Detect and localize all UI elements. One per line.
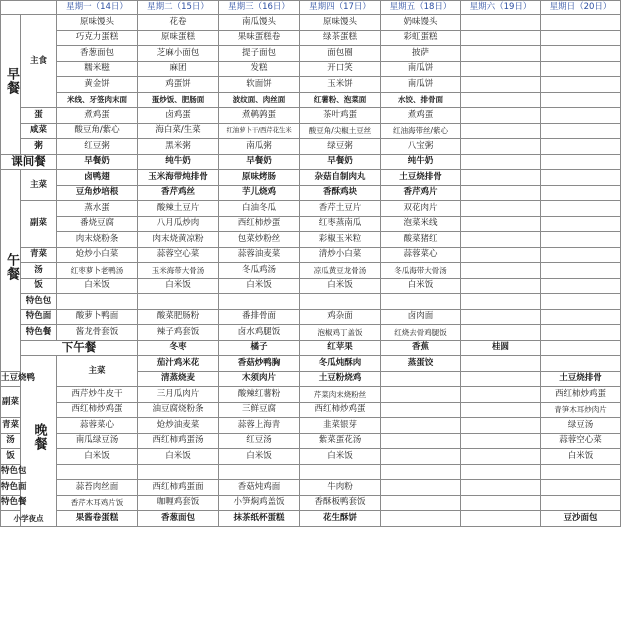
menu-cell bbox=[541, 108, 621, 124]
table-row bbox=[1, 480, 621, 496]
menu-cell: 黑米粥 bbox=[138, 139, 219, 155]
menu-cell bbox=[461, 263, 541, 279]
menu-cell: 豆沙面包 bbox=[541, 511, 621, 527]
menu-cell bbox=[461, 278, 541, 294]
menu-cell: 香芹土豆片 bbox=[300, 201, 381, 217]
menu-cell: 红薯粉、泡菜面 bbox=[300, 92, 381, 108]
menu-cell: 香芹鸡片 bbox=[381, 185, 461, 201]
menu-cell bbox=[541, 92, 621, 108]
menu-cell: 彩虹蛋糕 bbox=[381, 30, 461, 46]
menu-cell: 水饺、排骨面 bbox=[381, 92, 461, 108]
menu-cell bbox=[541, 154, 621, 170]
category-label: 特色面 bbox=[1, 480, 21, 496]
menu-cell: 黄金饼 bbox=[57, 77, 138, 93]
menu-cell bbox=[138, 464, 219, 480]
menu-cell bbox=[461, 449, 541, 465]
table-row bbox=[1, 15, 621, 31]
menu-cell: 芋儿烧鸡 bbox=[219, 185, 300, 201]
menu-cell bbox=[381, 511, 461, 527]
menu-cell bbox=[461, 356, 541, 372]
menu-cell bbox=[381, 371, 461, 387]
menu-cell: 卤鸡蛋 bbox=[138, 108, 219, 124]
menu-cell bbox=[381, 495, 461, 511]
menu-cell: 煮鹌鹑蛋 bbox=[219, 108, 300, 124]
menu-cell bbox=[381, 480, 461, 496]
menu-cell: 蒜蓉菜心 bbox=[381, 247, 461, 263]
table-row bbox=[1, 185, 621, 201]
category-label: 特色餐 bbox=[1, 495, 21, 511]
menu-cell: 冬枣 bbox=[138, 340, 219, 356]
menu-cell bbox=[381, 418, 461, 434]
menu-cell: 南瓜饼 bbox=[381, 77, 461, 93]
table-row bbox=[1, 46, 621, 62]
menu-cell: 杂菇自制肉丸 bbox=[300, 170, 381, 186]
menu-cell: 鸡蛋饼 bbox=[138, 77, 219, 93]
menu-cell: 番烧豆腐 bbox=[57, 216, 138, 232]
menu-cell: 西红柿炒蛋 bbox=[219, 216, 300, 232]
menu-cell: 泡椒鸡丁盖饭 bbox=[300, 325, 381, 341]
table-row bbox=[1, 216, 621, 232]
menu-cell: 酸萝卜鸭面 bbox=[57, 309, 138, 325]
menu-cell: 蒸蛋饺 bbox=[381, 356, 461, 372]
menu-cell: 西红柿鸡蛋汤 bbox=[138, 433, 219, 449]
header-row bbox=[1, 1, 621, 15]
table-row bbox=[1, 108, 621, 124]
menu-cell bbox=[461, 201, 541, 217]
menu-cell: 酸豆角/紫心 bbox=[57, 123, 138, 139]
menu-cell: 原味蛋糕 bbox=[138, 30, 219, 46]
menu-cell: 包菜炒粉丝 bbox=[219, 232, 300, 248]
menu-cell: 早餐奶 bbox=[219, 154, 300, 170]
category-label: 特色面 bbox=[21, 309, 57, 325]
menu-cell: 土豆烧排骨 bbox=[381, 170, 461, 186]
menu-cell: 酸豆角/尖椒土豆丝 bbox=[300, 123, 381, 139]
menu-cell: 早餐奶 bbox=[57, 154, 138, 170]
menu-cell: 土豆粉烧鸡 bbox=[300, 371, 381, 387]
menu-cell: 白米饭 bbox=[138, 449, 219, 465]
menu-cell: 波纹面、肉丝面 bbox=[219, 92, 300, 108]
menu-cell bbox=[461, 418, 541, 434]
table-row bbox=[1, 61, 621, 77]
menu-cell: 三鲜豆腐 bbox=[219, 402, 300, 418]
menu-cell bbox=[461, 15, 541, 31]
table-row bbox=[1, 402, 621, 418]
table-row bbox=[1, 511, 621, 527]
menu-cell: 果味蛋糕卷 bbox=[219, 30, 300, 46]
category-label: 咸菜 bbox=[21, 123, 57, 139]
menu-cell bbox=[57, 294, 138, 310]
meal-label-text: 早餐 bbox=[4, 66, 19, 95]
menu-cell: 西红柿炒鸡蛋 bbox=[57, 402, 138, 418]
menu-cell: 白米饭 bbox=[219, 449, 300, 465]
category-label: 副菜 bbox=[1, 387, 21, 418]
menu-cell: 三月瓜肉片 bbox=[138, 387, 219, 403]
category-label: 青菜 bbox=[1, 418, 21, 434]
menu-cell: 咖喱鸡套饭 bbox=[138, 495, 219, 511]
menu-cell bbox=[381, 294, 461, 310]
menu-cell: 芹菜肉末烧粉丝 bbox=[300, 387, 381, 403]
table-row bbox=[1, 495, 621, 511]
menu-cell: 香酥鸡块 bbox=[300, 185, 381, 201]
menu-cell: 香菇炒鸭胸 bbox=[219, 356, 300, 372]
menu-cell: 果酱卷蛋糕 bbox=[57, 511, 138, 527]
menu-cell: 南瓜粥 bbox=[219, 139, 300, 155]
table-row bbox=[1, 77, 621, 93]
menu-cell: 红枣蒸南瓜 bbox=[300, 216, 381, 232]
menu-cell: 红枣萝卜老鸭汤 bbox=[57, 263, 138, 279]
category-label: 蛋 bbox=[21, 108, 57, 124]
table-row bbox=[1, 154, 621, 170]
menu-cell bbox=[461, 30, 541, 46]
menu-cell: 白米饭 bbox=[219, 278, 300, 294]
menu-cell: 土豆烧鸭 bbox=[1, 371, 21, 387]
menu-cell: 原味馒头 bbox=[300, 15, 381, 31]
menu-cell bbox=[541, 480, 621, 496]
menu-cell: 橘子 bbox=[219, 340, 300, 356]
menu-cell: 抹茶纸杯蛋糕 bbox=[219, 511, 300, 527]
menu-cell bbox=[461, 495, 541, 511]
menu-cell: 肉末烧粉条 bbox=[57, 232, 138, 248]
meal-label-text: 午餐 bbox=[4, 252, 19, 281]
table-row bbox=[1, 309, 621, 325]
menu-cell: 韭菜银芽 bbox=[300, 418, 381, 434]
menu-cell: 豆角炒培根 bbox=[57, 185, 138, 201]
menu-cell: 玉米海带大骨汤 bbox=[138, 263, 219, 279]
menu-cell: 南瓜绿豆汤 bbox=[57, 433, 138, 449]
menu-cell bbox=[541, 185, 621, 201]
menu-cell: 红油海带丝/紫心 bbox=[381, 123, 461, 139]
menu-cell: 红苹果 bbox=[300, 340, 381, 356]
menu-cell: 西芹炒牛皮干 bbox=[57, 387, 138, 403]
menu-cell: 蒜苔肉丝面 bbox=[57, 480, 138, 496]
category-label: 汤 bbox=[21, 263, 57, 279]
menu-cell: 辣子鸡套饭 bbox=[138, 325, 219, 341]
category-label: 饭 bbox=[1, 449, 21, 465]
menu-cell: 白油冬瓜 bbox=[219, 201, 300, 217]
menu-cell bbox=[461, 154, 541, 170]
menu-cell: 开口笑 bbox=[300, 61, 381, 77]
menu-cell: 西红柿炒鸡蛋 bbox=[541, 387, 621, 403]
menu-cell: 蒜蓉菜心 bbox=[57, 418, 138, 434]
menu-cell: 香蕉 bbox=[381, 340, 461, 356]
menu-cell: 巧克力蛋糕 bbox=[57, 30, 138, 46]
menu-cell bbox=[541, 61, 621, 77]
menu-cell bbox=[541, 216, 621, 232]
menu-cell: 青笋木耳炒肉片 bbox=[541, 402, 621, 418]
menu-cell bbox=[461, 232, 541, 248]
menu-cell: 凉瓜黄豆龙骨汤 bbox=[300, 263, 381, 279]
menu-cell: 红豆汤 bbox=[219, 433, 300, 449]
menu-cell: 茄汁鸡米花 bbox=[138, 356, 219, 372]
menu-cell bbox=[541, 325, 621, 341]
menu-cell bbox=[138, 294, 219, 310]
menu-cell bbox=[541, 201, 621, 217]
menu-cell: 土豆烧排骨 bbox=[541, 371, 621, 387]
menu-cell bbox=[461, 92, 541, 108]
menu-cell: 炝炒油麦菜 bbox=[138, 418, 219, 434]
menu-cell: 煮鸡蛋 bbox=[57, 108, 138, 124]
menu-cell: 花卷 bbox=[138, 15, 219, 31]
menu-cell bbox=[541, 294, 621, 310]
menu-cell bbox=[541, 247, 621, 263]
menu-cell: 早餐奶 bbox=[300, 154, 381, 170]
menu-cell: 芝麻小面包 bbox=[138, 46, 219, 62]
menu-cell: 糯米糍 bbox=[57, 61, 138, 77]
category-label: 主食 bbox=[21, 15, 57, 108]
menu-cell: 南瓜饼 bbox=[381, 61, 461, 77]
menu-cell: 纯牛奶 bbox=[138, 154, 219, 170]
table-row bbox=[1, 170, 621, 186]
menu-cell: 绿豆粥 bbox=[300, 139, 381, 155]
table-row bbox=[1, 123, 621, 139]
menu-cell bbox=[461, 402, 541, 418]
menu-cell: 纯牛奶 bbox=[381, 154, 461, 170]
menu-cell bbox=[541, 15, 621, 31]
menu-cell bbox=[461, 247, 541, 263]
menu-cell bbox=[300, 294, 381, 310]
menu-cell bbox=[461, 309, 541, 325]
menu-cell: 香葱面包 bbox=[57, 46, 138, 62]
day-header: 星期六（19日） bbox=[461, 1, 541, 15]
menu-cell bbox=[300, 464, 381, 480]
menu-cell bbox=[541, 139, 621, 155]
menu-cell bbox=[461, 46, 541, 62]
table-row bbox=[1, 294, 621, 310]
table-row bbox=[1, 263, 621, 279]
menu-cell: 番排骨面 bbox=[219, 309, 300, 325]
menu-cell: 牛肉粉 bbox=[300, 480, 381, 496]
menu-cell: 彩椒玉米粒 bbox=[300, 232, 381, 248]
menu-cell: 玉米海带炖排骨 bbox=[138, 170, 219, 186]
menu-cell: 香芹木耳鸡片饭 bbox=[57, 495, 138, 511]
menu-cell bbox=[541, 340, 621, 356]
menu-cell: 玉米饼 bbox=[300, 77, 381, 93]
menu-cell bbox=[461, 371, 541, 387]
menu-cell: 披萨 bbox=[381, 46, 461, 62]
day-header: 星期二（15日） bbox=[138, 1, 219, 15]
meal-label-lunch bbox=[1, 170, 21, 372]
menu-cell bbox=[541, 309, 621, 325]
menu-cell: 桂圆 bbox=[461, 340, 541, 356]
menu-cell: 双花肉片 bbox=[381, 201, 461, 217]
menu-cell bbox=[541, 77, 621, 93]
menu-cell: 红烧去骨鸡腿饭 bbox=[381, 325, 461, 341]
menu-cell: 蒜蓉空心菜 bbox=[138, 247, 219, 263]
menu-cell bbox=[541, 123, 621, 139]
menu-cell: 白米饭 bbox=[381, 278, 461, 294]
category-label: 饭 bbox=[21, 278, 57, 294]
menu-cell: 原味烤肠 bbox=[219, 170, 300, 186]
menu-cell bbox=[541, 356, 621, 372]
menu-cell bbox=[461, 387, 541, 403]
table-row bbox=[1, 387, 621, 403]
menu-cell: 海白菜/生菜 bbox=[138, 123, 219, 139]
menu-cell: 酸菜猪红 bbox=[381, 232, 461, 248]
menu-cell: 香酥板鸭套饭 bbox=[300, 495, 381, 511]
menu-cell bbox=[541, 263, 621, 279]
menu-cell: 白米饭 bbox=[57, 278, 138, 294]
table-row bbox=[1, 449, 621, 465]
menu-cell: 酸辣红薯粉 bbox=[219, 387, 300, 403]
table-row bbox=[1, 201, 621, 217]
day-header: 星期四（17日） bbox=[300, 1, 381, 15]
table-row bbox=[1, 139, 621, 155]
menu-cell bbox=[219, 294, 300, 310]
meal-label-night-snack: 小学夜点 bbox=[1, 511, 57, 527]
menu-cell bbox=[381, 402, 461, 418]
menu-cell: 八宝粥 bbox=[381, 139, 461, 155]
menu-cell: 发糕 bbox=[219, 61, 300, 77]
menu-cell bbox=[541, 278, 621, 294]
table-row bbox=[1, 340, 621, 356]
meal-label-text: 晚餐 bbox=[31, 423, 47, 452]
menu-cell bbox=[541, 170, 621, 186]
menu-cell: 蛋炒饭、肥肠面 bbox=[138, 92, 219, 108]
menu-cell bbox=[461, 480, 541, 496]
menu-cell bbox=[461, 464, 541, 480]
category-label: 青菜 bbox=[21, 247, 57, 263]
menu-cell: 八月瓜炒肉 bbox=[138, 216, 219, 232]
table-row bbox=[1, 356, 621, 372]
menu-cell bbox=[541, 46, 621, 62]
table-row bbox=[1, 325, 621, 341]
menu-cell: 香菇炖鸡面 bbox=[219, 480, 300, 496]
menu-cell: 麻团 bbox=[138, 61, 219, 77]
table-row bbox=[1, 247, 621, 263]
header-corner bbox=[1, 1, 57, 15]
menu-cell: 南瓜馒头 bbox=[219, 15, 300, 31]
menu-cell: 白米饭 bbox=[57, 449, 138, 465]
menu-cell bbox=[461, 108, 541, 124]
menu-cell: 白米饭 bbox=[300, 278, 381, 294]
menu-cell: 清蒸烧麦 bbox=[138, 371, 219, 387]
menu-cell: 绿茶蛋糕 bbox=[300, 30, 381, 46]
menu-cell: 提子面包 bbox=[219, 46, 300, 62]
menu-cell bbox=[219, 464, 300, 480]
menu-cell bbox=[461, 433, 541, 449]
menu-cell: 肉末烧黄凉粉 bbox=[138, 232, 219, 248]
menu-cell: 蒜蓉空心菜 bbox=[541, 433, 621, 449]
menu-cell: 冬瓜炖酥肉 bbox=[300, 356, 381, 372]
menu-cell: 蒸水蛋 bbox=[57, 201, 138, 217]
menu-cell: 面包圈 bbox=[300, 46, 381, 62]
menu-cell bbox=[381, 449, 461, 465]
day-header: 星期一（14日） bbox=[57, 1, 138, 15]
menu-cell bbox=[461, 139, 541, 155]
menu-cell bbox=[461, 294, 541, 310]
menu-cell bbox=[541, 30, 621, 46]
menu-cell bbox=[381, 464, 461, 480]
menu-cell bbox=[461, 61, 541, 77]
menu-cell: 紫菜蛋花汤 bbox=[300, 433, 381, 449]
table-row bbox=[1, 92, 621, 108]
category-label: 汤 bbox=[1, 433, 21, 449]
menu-cell: 炝炒小白菜 bbox=[57, 247, 138, 263]
menu-cell: 木须肉片 bbox=[219, 371, 300, 387]
menu-cell: 小笋焖鸡盖饭 bbox=[219, 495, 300, 511]
menu-cell: 绿豆汤 bbox=[541, 418, 621, 434]
table-row bbox=[1, 30, 621, 46]
menu-cell: 奶味馒头 bbox=[381, 15, 461, 31]
menu-cell: 鸡杂面 bbox=[300, 309, 381, 325]
menu-cell: 卤鸭翅 bbox=[57, 170, 138, 186]
menu-cell: 油豆腐烧粉条 bbox=[138, 402, 219, 418]
category-label: 特色包 bbox=[1, 464, 21, 480]
category-label: 粥 bbox=[21, 139, 57, 155]
category-label: 特色餐 bbox=[21, 325, 57, 341]
table-row bbox=[1, 278, 621, 294]
menu-cell bbox=[461, 185, 541, 201]
menu-cell: 西红柿鸡蛋面 bbox=[138, 480, 219, 496]
menu-cell: 软面饼 bbox=[219, 77, 300, 93]
menu-cell: 酸辣土豆片 bbox=[138, 201, 219, 217]
category-label: 特色包 bbox=[21, 294, 57, 310]
menu-cell: 白米饭 bbox=[300, 449, 381, 465]
menu-cell: 蒜蓉上海青 bbox=[219, 418, 300, 434]
menu-cell bbox=[461, 216, 541, 232]
meal-label-breakfast bbox=[1, 15, 21, 155]
menu-cell: 白米饭 bbox=[138, 278, 219, 294]
meal-label-afternoon: 下午餐 bbox=[21, 340, 138, 356]
menu-cell bbox=[461, 170, 541, 186]
menu-cell: 白米饭 bbox=[541, 449, 621, 465]
meal-label-snack: 课间餐 bbox=[1, 154, 57, 170]
category-label: 主菜 bbox=[57, 356, 138, 387]
menu-cell bbox=[461, 325, 541, 341]
table-row bbox=[1, 433, 621, 449]
menu-cell: 卤水鸡腿饭 bbox=[219, 325, 300, 341]
menu-cell: 西红柿炒鸡蛋 bbox=[300, 402, 381, 418]
menu-cell bbox=[381, 387, 461, 403]
menu-cell: 米线、牙签肉末面 bbox=[57, 92, 138, 108]
menu-cell: 红油萝卜干/西芹花生米 bbox=[219, 123, 300, 139]
menu-cell: 冬瓜鸡汤 bbox=[219, 263, 300, 279]
category-label: 主菜 bbox=[21, 170, 57, 201]
menu-cell bbox=[541, 232, 621, 248]
table-row bbox=[1, 464, 621, 480]
menu-cell: 原味馒头 bbox=[57, 15, 138, 31]
menu-cell: 冬瓜海带大骨汤 bbox=[381, 263, 461, 279]
menu-cell bbox=[461, 511, 541, 527]
menu-cell: 香芹鸡丝 bbox=[138, 185, 219, 201]
menu-cell bbox=[57, 464, 138, 480]
menu-cell: 酸菜肥肠粉 bbox=[138, 309, 219, 325]
menu-cell: 红豆粥 bbox=[57, 139, 138, 155]
menu-cell: 茶叶鸡蛋 bbox=[300, 108, 381, 124]
menu-cell: 泡菜米线 bbox=[381, 216, 461, 232]
menu-cell: 卤肉面 bbox=[381, 309, 461, 325]
day-header: 星期五（18日） bbox=[381, 1, 461, 15]
menu-cell bbox=[541, 495, 621, 511]
menu-cell: 煮鸡蛋 bbox=[381, 108, 461, 124]
menu-cell: 花生酥饼 bbox=[300, 511, 381, 527]
menu-cell: 香葱面包 bbox=[138, 511, 219, 527]
table-row bbox=[1, 232, 621, 248]
menu-cell: 酱龙骨套饭 bbox=[57, 325, 138, 341]
day-header: 星期三（16日） bbox=[219, 1, 300, 15]
menu-cell: 蒜蓉油麦菜 bbox=[219, 247, 300, 263]
category-label: 副菜 bbox=[21, 201, 57, 248]
day-header: 星期日（20日） bbox=[541, 1, 621, 15]
menu-cell bbox=[461, 77, 541, 93]
menu-cell bbox=[541, 464, 621, 480]
menu-cell bbox=[461, 123, 541, 139]
menu-cell: 清炒小白菜 bbox=[300, 247, 381, 263]
table-row bbox=[1, 418, 621, 434]
menu-cell bbox=[381, 433, 461, 449]
